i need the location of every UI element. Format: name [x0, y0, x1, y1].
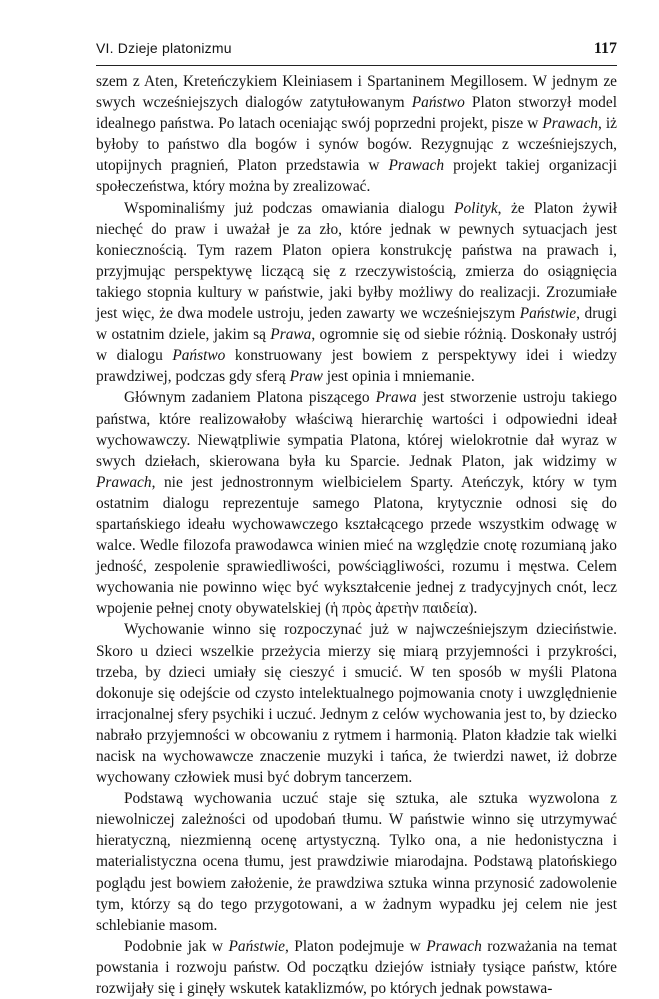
italic-title: Prawa: [270, 326, 312, 344]
italic-title: Państwo: [411, 94, 465, 112]
text-run: Wychowanie winno się rozpoczynać już w najwcześniejszym dzieciństwie. Skoro u dzieci wszelkie przeżycia mierzy się miarą przyjemności i przykrości, trzeba, by dzieci umiały się cieszyć i smucić. W ten sposób w myśli Platona dokonuje się odejście od czysto intelektualnego pojmowania cnoty i uwzględnienie irracjonalnej sfery psychiki i uczuć. Jednym z celów wychowania jest to, by dziecko nabrało przyjemności w obcowaniu z rytmem i harmonią. Platon kładzie tak wielki nacisk na wychowawcze znaczenie muzyki i tańca, że twierdzi nawet, iż dobrze wychowany człowiek musi być dobrym tancerzem.: [96, 621, 617, 787]
text-run: szem z Aten, Kreteńczykiem Kleiniasem i Spartaninem Megillosem. W jednym ze swych wcześniejszych dialogów zatytułowanym: [96, 73, 617, 112]
italic-title: Prawach: [542, 115, 598, 133]
paragraph: [96, 936, 617, 999]
paragraph: [96, 198, 617, 388]
italic-title: Polityk: [454, 199, 498, 217]
text-run: Platon stworzył model idealnego państwa. Po latach oceniając swój poprzedni projekt, pisze w: [96, 94, 617, 133]
italic-title: Państwo: [172, 347, 226, 365]
text-run: Podobnie jak w: [124, 937, 229, 955]
italic-title: Prawach: [426, 937, 482, 955]
book-page: [96, 40, 617, 999]
italic-title: Państwie: [519, 305, 577, 323]
text-run: , że Platon żywił niechęć do praw i uważał je za zło, które jednak w pewnych sytuacjach jest koniecznością. Tym razem Platon opiera konstrukcję państwa na prawach i, przyjmując perspektywę liczącą się z rzeczywistością, zmierza do osiągnięcia takiego stopnia kultury w państwie, jaki byłby możliwy do realizacji. Zrozumiałe jest więc, że dwa modele ustroju, jeden zawarty we wcześniejszym: [96, 199, 617, 323]
italic-title: Prawach: [388, 157, 445, 175]
italic-title: Państwie: [228, 937, 285, 955]
italic-title: Prawa: [375, 389, 417, 407]
text-run: , ogromnie się od siebie różnią. Doskonały ustrój w dialogu: [96, 326, 617, 365]
text-run: Wspominaliśmy już podczas omawiania dialogu: [124, 199, 455, 217]
text-run: Podstawą wychowania uczuć staje się sztuka, ale sztuka wyzwolona z niewolniczej zależności od upodobań tłumu. W państwie winno się utrzymywać hieratyczną, niezmienną ocenę artystyczną. Tylko ona, a nie hedonistyczna i materialistyczna ocena tłumu, jest prawdziwie miarodajna. Podstawą platońskiego poglądu jest bowiem założenie, że prawdziwa sztuka winna przynosić zadowolenie tym, którzy są do tego przygotowani, a w żadnym wypadku jej celem nie jest schlebianie masom.: [96, 790, 617, 934]
text-run: jest opinia i mniemanie.: [322, 368, 475, 386]
paragraph: [96, 71, 617, 198]
text-run: rozważania na temat powstania i rozwoju państw. Od początku dziejów istniały tysiące państw, które rozwijały się i ginęły wskutek kataklizmów, po których jednak powstawa-: [96, 937, 617, 998]
text-run: , Platon podejmuje w: [284, 937, 427, 955]
running-header: [96, 40, 617, 66]
paragraph: [96, 387, 617, 619]
italic-title: Praw: [289, 368, 323, 386]
text-run: projekt takiej organizacji społeczeństwa, który można by zrealizować.: [96, 157, 617, 196]
page-number: 117: [593, 40, 617, 57]
italic-title: Prawach: [96, 473, 152, 491]
text-run: , iż byłoby to państwo dla bogów i synów bogów. Rezygnując z wcześniejszych, utopijnych pragnień, Platon przedstawia w: [96, 115, 617, 175]
body-text: [96, 71, 617, 999]
text-run: konstruowany jest bowiem z perspektywy idei i wiedzy prawdziwej, podczas gdy sferą: [96, 347, 617, 386]
paragraph: [96, 619, 617, 788]
paragraph: [96, 788, 617, 936]
text-run: Głównym zadaniem Platona piszącego: [124, 389, 376, 407]
text-run: , drugi w ostatnim dziele, jakim są: [96, 305, 617, 344]
chapter-title: VI. Dzieje platonizmu: [96, 40, 232, 56]
text-run: jest stworzenie ustroju takiego państwa, które realizowałoby właściwą hierarchię wartości i odpowiedni ideał wychowawczy. Niewątpliwie sympatia Platona, której wielokrotnie dał wyraz w swych dziełach, skierowana była ku Sparcie. Jednak Platon, jak widzimy w: [96, 389, 617, 470]
text-run: , nie jest jednostronnym wielbicielem Sparty. Ateńczyk, który w tym ostatnim dialogu reprezentuje samego Platona, krytycznie odnosi się do spartańskiego ideału wychowawczego kształcącego przede wszystkim odwagę w walce. Wedle filozofa prawodawca winien mieć na względzie cnotę rozumianą jako jedność, zespolenie sprawiedliwości, powściągliwości, rozumu i męstwa. Celem wychowania nie powinno więc być wykształcenie jednej z tradycyjnych cnót, lecz wpojenie pełnej cnoty obywatelskiej (ἡ πρὸς ἀρετὴν παιδεία).: [96, 473, 617, 618]
